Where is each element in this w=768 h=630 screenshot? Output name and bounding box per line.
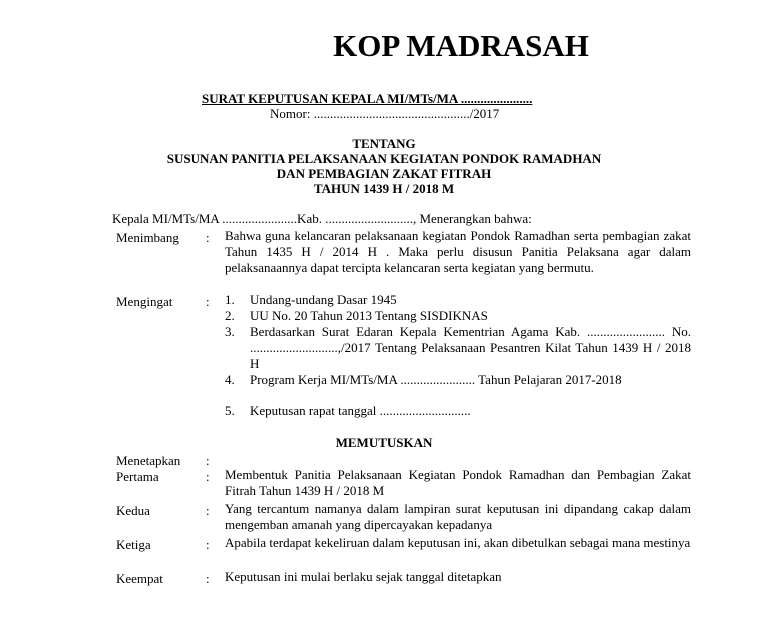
- list-number: 5.: [225, 403, 235, 418]
- kedua-text: Yang tercantum namanya dalam lampiran surat keputusan ini dipandang cakap dalam mengemban amanah yang dipercayakan kepadanya: [225, 501, 691, 532]
- colon: :: [206, 230, 210, 245]
- ketiga-label: Ketiga: [116, 537, 151, 552]
- subject-line-1: SUSUNAN PANITIA PELAKSANAAN KEGIATAN PONDOK RAMADHAN: [166, 151, 602, 166]
- subject-line-3: TAHUN 1439 H / 2018 M: [313, 181, 455, 196]
- colon: :: [206, 537, 210, 552]
- colon: :: [206, 469, 210, 484]
- document-number: Nomor: ................................................/2017: [270, 106, 500, 121]
- colon: :: [206, 294, 210, 309]
- keempat-text: Keputusan ini mulai berlaku sejak tanggal ditetapkan: [225, 569, 502, 584]
- kop-title: KOP MADRASAH: [333, 28, 589, 63]
- menetapkan-label: Menetapkan: [116, 453, 181, 468]
- intro-text: Kepala MI/MTs/MA .......................Kab. ..........................., Menerangkan bahwa:: [112, 211, 532, 226]
- mengingat-item: Berdasarkan Surat Edaran Kepala Kementrian Agama Kab. ........................ No. ...........................,/2017 Tentang Pelaksanaan Pesantren Kilat Tahun 1439 H / 2018 H: [250, 324, 691, 371]
- kedua-label: Kedua: [116, 503, 150, 518]
- ketiga-text: Apabila terdapat kekeliruan dalam keputusan ini, akan dibetulkan sebagai mana mestinya: [225, 535, 691, 550]
- keempat-label: Keempat: [116, 571, 163, 586]
- list-number: 3.: [225, 324, 235, 339]
- list-number: 2.: [225, 308, 235, 323]
- pertama-label: Pertama: [116, 469, 159, 484]
- list-number: 1.: [225, 292, 235, 307]
- mengingat-item: Program Kerja MI/MTs/MA ....................... Tahun Pelajaran 2017-2018: [250, 372, 622, 387]
- mengingat-item: Keputusan rapat tanggal ............................: [250, 403, 471, 418]
- subject-tentang: TENTANG: [352, 136, 416, 151]
- mengingat-label: Mengingat: [116, 294, 173, 309]
- colon: :: [206, 503, 210, 518]
- list-number: 4.: [225, 372, 235, 387]
- mengingat-item: Undang-undang Dasar 1945: [250, 292, 397, 307]
- document-title: SURAT KEPUTUSAN KEPALA MI/MTs/MA ......................: [202, 91, 533, 106]
- pertama-text: Membentuk Panitia Pelaksanaan Kegiatan Pondok Ramadhan dan Pembagian Zakat Fitrah Tahun 1439 H / 2018 M: [225, 467, 691, 498]
- mengingat-item: UU No. 20 Tahun 2013 Tentang SISDIKNAS: [250, 308, 488, 323]
- subject-line-2: DAN PEMBAGIAN ZAKAT FITRAH: [276, 166, 492, 181]
- menimbang-label: Menimbang: [116, 230, 179, 245]
- menimbang-text: Bahwa guna kelancaran pelaksanaan kegiatan Pondok Ramadhan serta pembagian zakat Tahun 1435 H / 2014 H . Maka perlu disusun Panitia Pelaksana agar dalam pelaksanaannya dapat tercipta kelancaran serta kegiatan yang bermutu.: [225, 228, 691, 275]
- colon: :: [206, 571, 210, 586]
- memutuskan-heading: MEMUTUSKAN: [335, 435, 433, 450]
- colon: :: [206, 453, 210, 468]
